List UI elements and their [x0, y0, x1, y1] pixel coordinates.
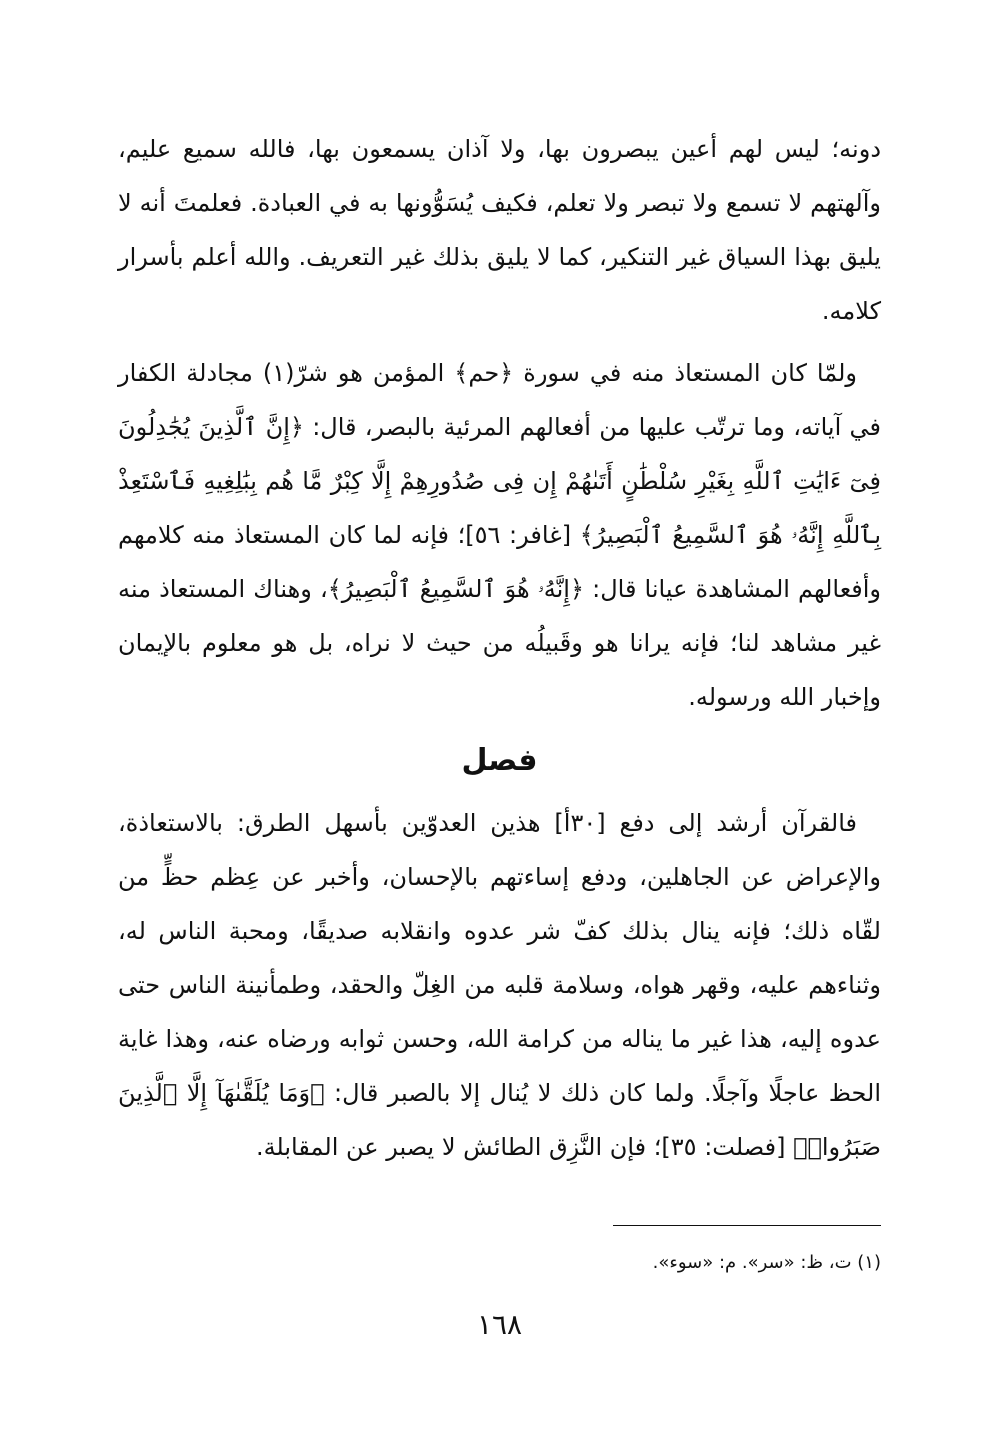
- page-number: ١٦٨: [476, 1308, 523, 1341]
- paragraph-3: فالقرآن أرشد إلى دفع [٣٠أ] هذين العدوّين بأسهل الطرق: بالاستعاذة، والإعراض عن الجاهلين، ودفع إساءتهم بالإحسان، وأخبر عن عِظم حظٍّ من لقّاه ذلك؛ فإنه ينال بذلك كفّ شر عدوه وانقلابه صديقًا، ومحبة الناس له، وثناءهم عليه، وقهر هواه، وسلامة قلبه من الغِلّ والحقد، وطمأنينة الناس حتى عدوه إليه، هذا غير ما يناله من كرامة الله، وحسن ثوابه ورضاه عنه، وهذا غاية الحظ عاجلًا وآجلًا. ولما كان ذلك لا يُنال إلا بالصبر قال: ﴿وَمَا يُلَقَّىٰهَآ إِلَّا ٱلَّذِينَ صَبَرُوا۟﴾ [فصلت: ٣٥]؛ فإن النَّزِق الطائش لا يصبر عن المقابلة.: [118, 809, 881, 1161]
- page-body: [118, 122, 881, 1174]
- paragraph-2: ولمّا كان المستعاذ منه في سورة ﴿حم﴾ المؤمن هو شرّ(١) مجادلة الكفار في آياته، وما ترتّب عليها من أفعالهم المرئية بالبصر، قال: ﴿إِنَّ ٱلَّذِينَ يُجَٰدِلُونَ فِىٓ ءَايَٰتِ ٱللَّهِ بِغَيْرِ سُلْطَٰنٍ أَتَىٰهُمْ إِن فِى صُدُورِهِمْ إِلَّا كِبْرٌ مَّا هُم بِبَٰلِغِيهِ فَٱسْتَعِذْ بِٱللَّهِ إِنَّهُۥ هُوَ ٱلسَّمِيعُ ٱلْبَصِيرُ﴾ [غافر: ٥٦]؛ فإنه لما كان المستعاذ منه كلامهم وأفعالهم المشاهدة عيانا قال: ﴿إِنَّهُۥ هُوَ ٱلسَّمِيعُ ٱلْبَصِيرُ﴾، وهناك المستعاذ منه غير مشاهد لنا؛ فإنه يرانا هو وقَبيلُه من حيث لا نراه، بل هو معلوم بالإيمان وإخبار الله ورسوله.: [118, 359, 881, 711]
- footnote-divider: [613, 1225, 881, 1226]
- section-heading: فصل: [461, 743, 538, 778]
- footnote: (١) ت، ظ: «سر». م: «سوء».: [652, 1252, 881, 1273]
- paragraph-1: دونه؛ ليس لهم أعين يبصرون بها، ولا آذان يسمعون بها، فالله سميع عليم، وآلهتهم لا تسمع ولا تبصر ولا تعلم، فكيف يُسَوُّونها به في العبادة. فعلمتَ أنه لا يليق بهذا السياق غير التنكير، كما لا يليق بذلك غير التعريف. والله أعلم بأسرار كلامه.: [118, 135, 881, 325]
